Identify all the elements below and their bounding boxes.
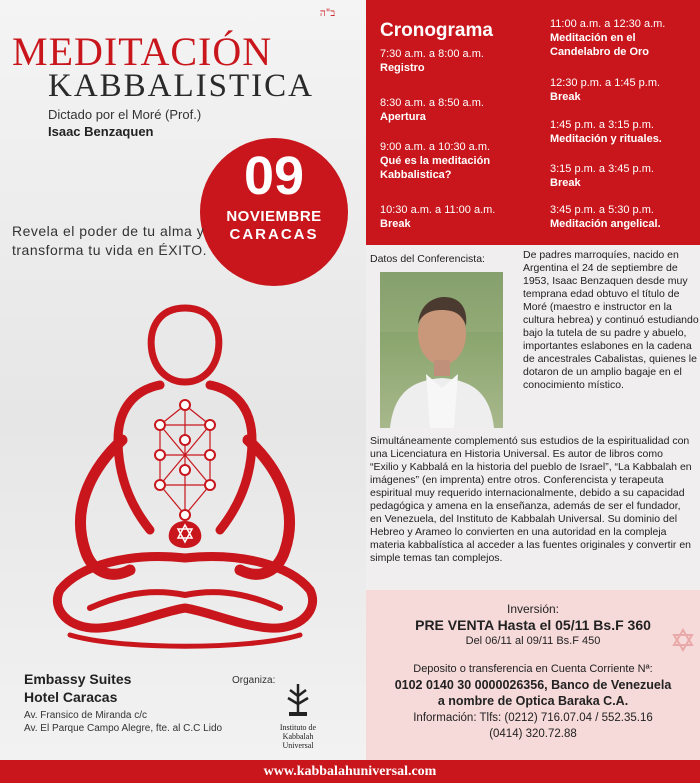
venue-address — [24, 709, 222, 735]
date-circle — [200, 138, 348, 286]
info-phones: Información: Tlfs: (0212) 716.07.04 / 552.35.16 — [413, 712, 653, 724]
speaker-bio-body: Simultáneamente complementó sus estudios de la espiritualidad con una Licenciatura en Historia Universal. Es autor de libros como “Exilio y Kabbalá en la historia del pueblo de Israel”, “La Kabbalah en imágenes” (en imprenta) entre otros. Conferencista y terapeuta espiritual muy requerido internacionalmente, debido a su capacidad pedagógica y amena en la enseñanza, además de ser el fundador, en Venezuela, del Instituto de Kabbalah Universal. Su dominio del Hebreo y Arameo lo convierten en una autoridad en la compleja materia kabbalística al acceder a las fuentes originales y convertir en simple temas tan complejos. — [370, 435, 692, 564]
schedule-time: 3:15 p.m. a 3:45 p.m. — [550, 163, 654, 175]
cronograma-panel — [366, 0, 700, 245]
bh-mark: ב"ה — [320, 8, 336, 19]
schedule-item — [380, 140, 530, 182]
schedule-title: Meditación y rituales. — [550, 133, 662, 145]
speaker-photo — [380, 272, 503, 428]
date-day: 09 — [243, 146, 305, 206]
deposito-text: Deposito o transferencia en Cuenta Corriente Nª: — [413, 663, 653, 675]
schedule-time: 10:30 a.m. a 11:00 a.m. — [380, 204, 496, 216]
conferencista-label: Datos del Conferencista: — [370, 253, 485, 265]
schedule-item — [380, 203, 495, 231]
tagline: Revela el poder de tu alma y transforma tu vida en ÉXITO. — [12, 223, 208, 258]
venue-name-line1: Embassy Suites — [24, 671, 132, 687]
schedule-time: 9:00 a.m. a 10:30 a.m. — [380, 141, 491, 153]
schedule-title: Apertura — [380, 111, 426, 123]
inversion-panel — [366, 590, 700, 760]
schedule-time: 11:00 a.m. a 12:30 a.m. — [550, 18, 666, 30]
schedule-title: Break — [550, 177, 581, 189]
cronograma-title: Cronograma — [380, 20, 493, 41]
speaker-bio-intro: De padres marroquíes, nacido en Argentina el 24 de septiembre de 1953, Isaac Benzaquen desde muy temprana edad obtuvo el título de Moré (maestro e instructor en la cultura hebrea) y continuó estudiando bajo la tutela de su padre y abuelo, importantes eslabones en la cadena de ancestrales Cabalistas, quienes le dotaron de un amplio bagaje en el conocimiento místico. — [523, 249, 699, 391]
institute-name-line2: Universal — [282, 741, 314, 750]
venue-name-line2: Hotel Caracas — [24, 689, 118, 705]
schedule-item — [380, 96, 484, 124]
venue-name — [24, 670, 131, 706]
schedule-time: 3:45 p.m. a 5:30 p.m. — [550, 204, 654, 216]
speaker-portrait-image — [380, 272, 503, 428]
regular-price: Del 06/11 al 09/11 Bs.F 450 — [465, 635, 601, 647]
date-city: CARACAS — [229, 226, 319, 243]
organiza-label: Organiza: — [232, 675, 276, 686]
schedule-item — [380, 47, 484, 75]
schedule-time: 1:45 p.m. a 3:15 p.m. — [550, 119, 654, 131]
speaker-name: Isaac Benzaquen — [48, 124, 154, 139]
institute-logo — [268, 682, 328, 750]
conferencista-panel — [366, 245, 700, 590]
footer-url[interactable]: www.kabbalahuniversal.com — [0, 760, 700, 783]
title-meditacion: MEDITACIÓN — [12, 29, 273, 74]
schedule-time: 7:30 a.m. a 8:00 a.m. — [380, 48, 484, 60]
schedule-item — [550, 76, 660, 104]
date-month: NOVIEMBRE — [226, 208, 322, 225]
schedule-title: Meditación en el Candelabro de Oro — [550, 32, 650, 58]
preventa-price: PRE VENTA Hasta el 05/11 Bs.F 360 — [415, 617, 651, 633]
inversion-label: Inversión: — [506, 602, 560, 616]
venue-address-line1: Av. Fransico de Miranda c/c — [24, 710, 148, 721]
schedule-item — [550, 162, 654, 190]
schedule-item — [550, 118, 662, 146]
account-holder: a nombre de Optica Baraka C.A. — [437, 694, 629, 708]
schedule-title: Break — [380, 218, 411, 230]
meditation-figure-illustration — [40, 290, 330, 660]
title-kabbalistica: KABBALISTICA — [48, 68, 315, 104]
schedule-title: Registro — [380, 62, 425, 74]
institute-emblem-icon — [284, 682, 312, 718]
info-phone-2: (0414) 320.72.88 — [489, 728, 577, 740]
bank-account: 0102 0140 30 0000026356, Banco de Venezuela — [394, 678, 672, 692]
schedule-title: Qué es la meditación Kabbalistica? — [380, 155, 491, 181]
institute-name-line1: Instituto de Kabbalah — [279, 723, 317, 741]
schedule-title: Break — [550, 91, 581, 103]
star-of-david-icon — [672, 628, 694, 652]
schedule-item — [550, 203, 661, 231]
schedule-time: 12:30 p.m. a 1:45 p.m. — [550, 77, 661, 89]
schedule-title: Meditación angelical. — [550, 218, 661, 230]
schedule-item — [550, 17, 695, 59]
venue-address-line2: Av. El Parque Campo Alegre, fte. al C.C Lido — [24, 723, 223, 734]
schedule-time: 8:30 a.m. a 8:50 a.m. — [380, 97, 484, 109]
dictado-text: Dictado por el Moré (Prof.) — [48, 107, 202, 122]
